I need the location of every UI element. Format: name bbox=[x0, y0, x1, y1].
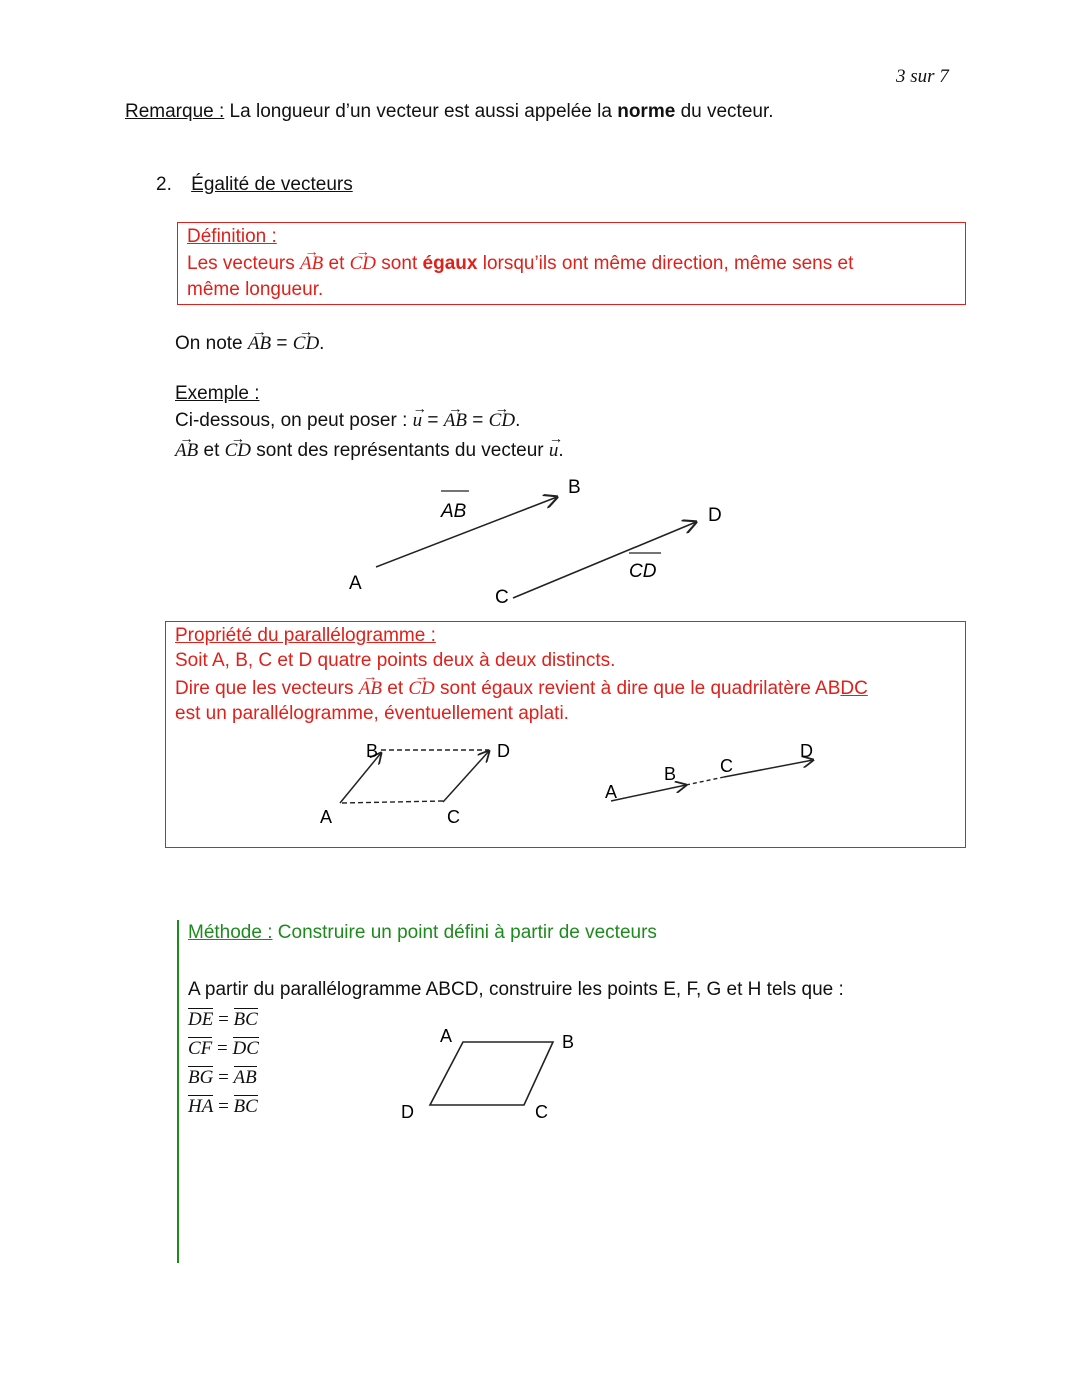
note-line: On note → AB = → CD. bbox=[175, 333, 324, 355]
abcd-point-a: A bbox=[440, 1026, 453, 1046]
abcd-point-d: D bbox=[401, 1102, 414, 1122]
definition-label: Définition : bbox=[187, 226, 277, 247]
exemple-line1: Ci-dessous, on peut poser : → u = → AB = → CD. bbox=[175, 410, 520, 432]
label-cd: CD bbox=[629, 561, 657, 582]
abcd-point-b: B bbox=[562, 1032, 575, 1052]
definition-bold: égaux bbox=[422, 253, 478, 274]
propriete-line3: est un parallélogramme, éventuellement aplati. bbox=[175, 703, 569, 724]
propriete-line2: Dire que les vecteurs → AB et → CD sont égaux revient à dire que le quadrilatère ABDC bbox=[175, 678, 868, 700]
equation-cf-dc: CF = DC bbox=[188, 1038, 259, 1059]
remarque-text: La longueur d’un vecteur est aussi appelée la bbox=[224, 101, 618, 122]
methode-intro: A partir du parallélogramme ABCD, construire les points E, F, G et H tels que : bbox=[188, 979, 844, 1000]
flat-point-a: A bbox=[605, 782, 618, 802]
remarque-text-end: du vecteur. bbox=[675, 101, 774, 122]
point-c: C bbox=[495, 587, 509, 608]
definition-line2: même longueur. bbox=[187, 279, 324, 300]
exemple-label: Exemple : bbox=[175, 383, 260, 404]
exemple-line2: → AB et → CD sont des représentants du vecteur → u. bbox=[175, 440, 564, 462]
para-point-d: D bbox=[497, 741, 510, 761]
propriete-label: Propriété du parallélogramme : bbox=[175, 625, 436, 646]
flat-point-c: C bbox=[720, 756, 733, 776]
section-number: 2. bbox=[156, 174, 172, 195]
vector-ab: → AB bbox=[300, 253, 323, 275]
flat-point-b: B bbox=[664, 764, 677, 784]
definition-line1: Les vecteurs → AB et → CD sont égaux lorsqu’ils ont même direction, même sens et bbox=[187, 253, 853, 275]
section-title: Égalité de vecteurs bbox=[191, 174, 353, 195]
remarque-label: Remarque : bbox=[125, 101, 225, 122]
vector-cd: → CD bbox=[350, 253, 376, 275]
abcd-point-c: C bbox=[535, 1102, 548, 1122]
point-d: D bbox=[708, 505, 722, 526]
equation-ha-bc: HA = BC bbox=[188, 1096, 258, 1117]
remarque-bold: norme bbox=[617, 101, 676, 122]
para-point-a: A bbox=[320, 807, 333, 827]
propriete-line1: Soit A, B, C et D quatre points deux à deux distincts. bbox=[175, 650, 616, 671]
methode-heading: Méthode : Construire un point défini à partir de vecteurs bbox=[188, 922, 657, 943]
para-point-b: B bbox=[366, 741, 379, 761]
point-a: A bbox=[349, 573, 362, 594]
flat-point-d: D bbox=[800, 741, 813, 761]
point-b: B bbox=[568, 477, 581, 498]
equation-de-bc: DE = BC bbox=[188, 1009, 258, 1030]
label-ab: AB bbox=[441, 501, 467, 522]
para-point-c: C bbox=[447, 807, 460, 827]
equation-bg-ab: BG = AB bbox=[188, 1067, 257, 1088]
page-number: 3 sur 7 bbox=[896, 66, 949, 87]
